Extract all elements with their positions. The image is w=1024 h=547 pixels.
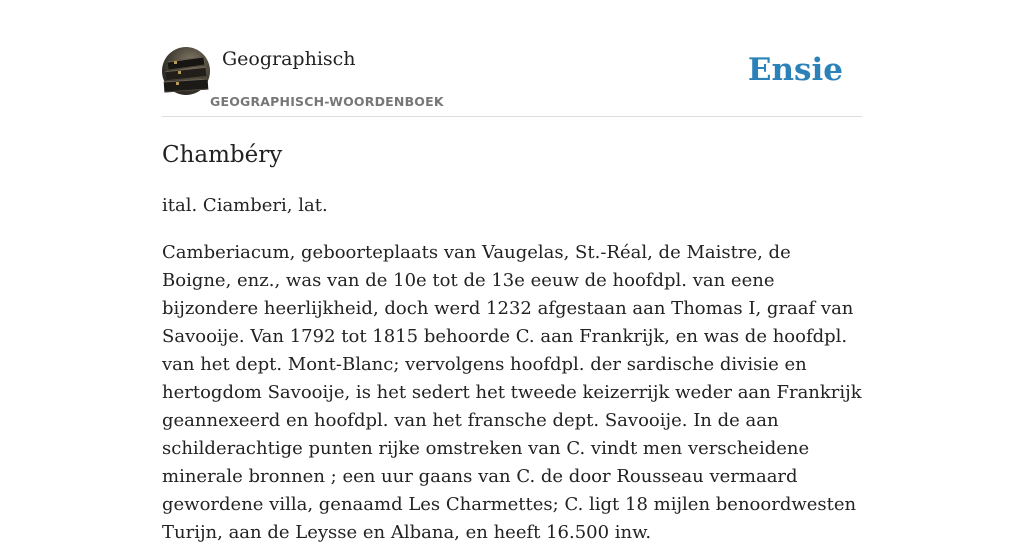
ensie-logo[interactable]: Ensie [747, 52, 843, 88]
page-header [162, 0, 862, 117]
dictionary-subtitle[interactable]: GEOGRAPHISCH-WOORDENBOEK [210, 94, 444, 109]
entry-title: Chambéry [162, 142, 283, 168]
spine-ornament [178, 71, 181, 74]
page-container [162, 0, 862, 543]
entry-paragraph: ital. Ciamberi, lat. [162, 195, 328, 216]
spine-ornament [176, 82, 179, 85]
dictionary-title[interactable]: Geographisch [222, 48, 356, 70]
entry-paragraph: Camberiacum, geboorteplaats van Vaugelas, St.-Réal, de Maistre, de Boigne, enz., was van de 10e tot de 13e eeuw de hoofdpl. van eene bijzondere heerlijkheid, doch werd 1232 afgestaan aan Thomas I, graaf van Savooije. Van 1792 tot 1815 behoorde C. aan Frankrijk, en was de hoofdpl. van het dept. Mont-Blanc; vervolgens hoofdpl. der sardische divisie en hertogdom Savooije, is het sedert het tweede keizerrijk weder aan Frankrijk geannexeerd en hoofdpl. van het fransche dept. Savooije. In de aan schilderachtige punten rijke omstreken van C. vindt men verscheidene minerale bronnen ; een uur gaans van C. de door Rousseau vermaard gewordene villa, genaamd Les Charmettes; C. ligt 18 mijlen benoordwesten Turijn, aan de Leysse en Albana, en heeft 16.500 inw. [162, 242, 862, 543]
spine-ornament [174, 61, 177, 64]
book-spine-graphic [164, 78, 209, 92]
dictionary-avatar[interactable] [162, 47, 210, 95]
